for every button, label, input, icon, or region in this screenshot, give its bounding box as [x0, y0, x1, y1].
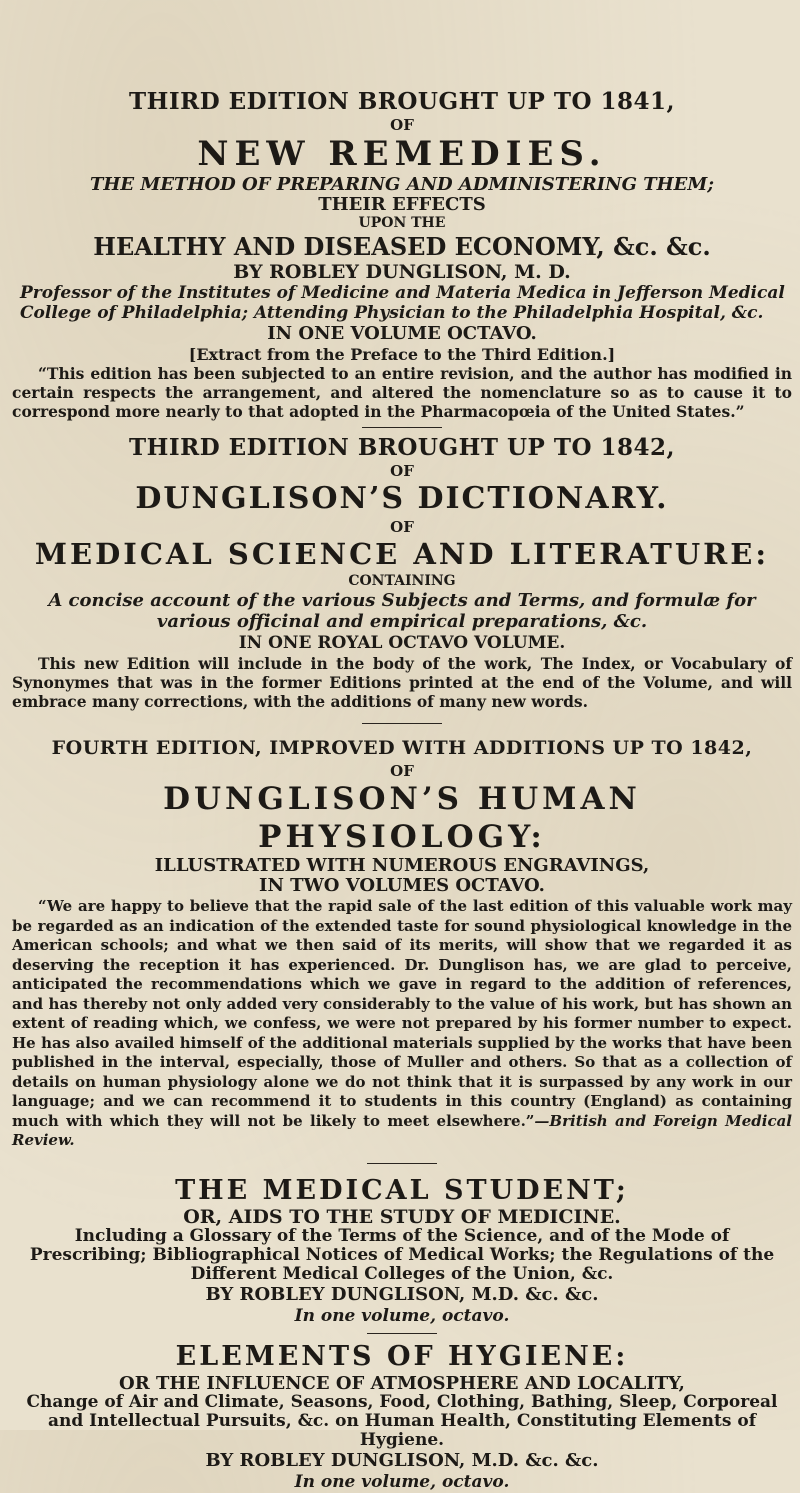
volume-line: IN ONE VOLUME OCTAVO.: [267, 323, 537, 344]
illustrated-line: ILLUSTRATED WITH NUMEROUS ENGRAVINGS,: [154, 855, 650, 876]
book-title: DUNGLISON’S HUMAN PHYSIOLOGY:: [163, 781, 641, 855]
volume-line: IN ONE ROYAL OCTAVO VOLUME.: [238, 633, 566, 653]
book-description: Change of Air and Climate, Seasons, Food, Clothing, Bathing, Sleep, Corporeal and Intellectual Pursuits, &c. on Human Health, Constituting Elements of Hygiene.: [26, 1391, 778, 1450]
author-line: BY ROBLEY DUNGLISON, M.D. &c. &c.: [205, 1449, 599, 1471]
book-title-2: MEDICAL SCIENCE AND LITERATURE:: [34, 537, 770, 571]
divider: [362, 723, 442, 724]
volume-line: IN TWO VOLUMES OCTAVO.: [259, 875, 545, 896]
section-heading: THIRD EDITION BROUGHT UP TO 1842,: [128, 434, 676, 461]
review-text: “We are happy to believe that the rapid sale of the last edition of this valuable work may be regarded as an indication of the extended taste for sound physiological knowledge in the American schools; and what we then said of its merits, will show that we regarded it as deserving the reception it has experienced. Dr. Dunglison has, we are glad to perceive, anticipated the recommendations which we gave in regard to the addition of references, and has thereby not only added very considerably to the value of his work, but has shown an extent of reading which, we confess, we were not prepared by his former number to expect. He has also availed himself of the additional materials supplied by the works that have been published in the interval, especially, those of Muller and others. So that as a collection of details on human physiology alone we do not think that it is surpassed by any work in our language; and we can recommend it to students in this country (England) as containing much with which they will not be likely to meet elsewhere.”: [12, 897, 792, 1130]
divider: [367, 1333, 437, 1334]
review-source: —British and Foreign Medical Review.: [12, 1111, 793, 1149]
medical-student-section: [12, 1174, 792, 1327]
book-subject: HEALTHY AND DISEASED ECONOMY, &c. &c.: [93, 232, 711, 261]
physiology-section: [12, 734, 792, 1151]
of-label: OF: [390, 518, 414, 536]
body-text: This new Edition will include in the body of the work, The Index, or Vocabulary of Synonymes that was in the former Editions printed at the end of the Volume, and will embrace many corrections, with the additions of many new words.: [12, 654, 792, 711]
book-title: THE MEDICAL STUDENT;: [175, 1174, 629, 1206]
book-subtitle: OR THE INFLUENCE OF ATMOSPHERE AND LOCALITY,: [119, 1372, 685, 1394]
book-subtitle: THE METHOD OF PREPARING AND ADMINISTERING THEM;: [90, 174, 714, 195]
review-quote: [12, 897, 792, 1151]
book-title: DUNGLISON’S DICTIONARY.: [135, 481, 669, 516]
book-description: A concise account of the various Subjects and Terms, and formulæ for various officinal and empirical preparations, &c.: [48, 590, 756, 632]
of-label: OF: [390, 116, 414, 134]
volume-line: In one volume, octavo.: [294, 1471, 510, 1492]
author-line: BY ROBLEY DUNGLISON, M. D.: [233, 261, 571, 283]
author-line: BY ROBLEY DUNGLISON, M.D. &c. &c.: [205, 1283, 599, 1305]
book-title: NEW REMEDIES.: [197, 134, 607, 174]
book-title: ELEMENTS OF HYGIENE:: [175, 1340, 629, 1372]
of-label: OF: [390, 462, 414, 480]
extract-label: [Extract from the Preface to the Third Edition.]: [188, 345, 616, 364]
extract-quote: “This edition has been subjected to an entire revision, and the author has modified in certain respects the arrangement, and altered the nomenclature so as to cause it to correspond more nearly to that adopted in the Pharmacopœia of the United States.”: [12, 364, 792, 421]
book-subtitle-2: THEIR EFFECTS: [318, 194, 486, 215]
dictionary-section: [12, 434, 792, 711]
hygiene-section: [12, 1340, 792, 1493]
section-heading: THIRD EDITION BROUGHT UP TO 1841,: [128, 88, 676, 115]
book-subtitle: OR, AIDS TO THE STUDY OF MEDICINE.: [183, 1205, 621, 1228]
divider: [367, 1163, 437, 1164]
section-heading: FOURTH EDITION, IMPROVED WITH ADDITIONS UP TO 1842,: [51, 737, 753, 759]
divider: [362, 427, 442, 428]
author-credentials: Professor of the Institutes of Medicine and Materia Medica in Jefferson Medical College of Philadelphia; Attending Physician to the Philadelphia Hospital, &c.: [20, 283, 785, 323]
upon-label: UPON THE: [358, 215, 446, 231]
containing-label: CONTAINING: [348, 573, 456, 589]
new-remedies-section: [12, 88, 792, 421]
volume-line: In one volume, octavo.: [294, 1305, 510, 1326]
of-label: OF: [390, 762, 414, 780]
book-description: Including a Glossary of the Terms of the Science, and of the Mode of Prescribing; Bibliographical Notices of Medical Works; the Regulations of the Different Medical Colleges of the Union, &c.: [29, 1225, 775, 1284]
